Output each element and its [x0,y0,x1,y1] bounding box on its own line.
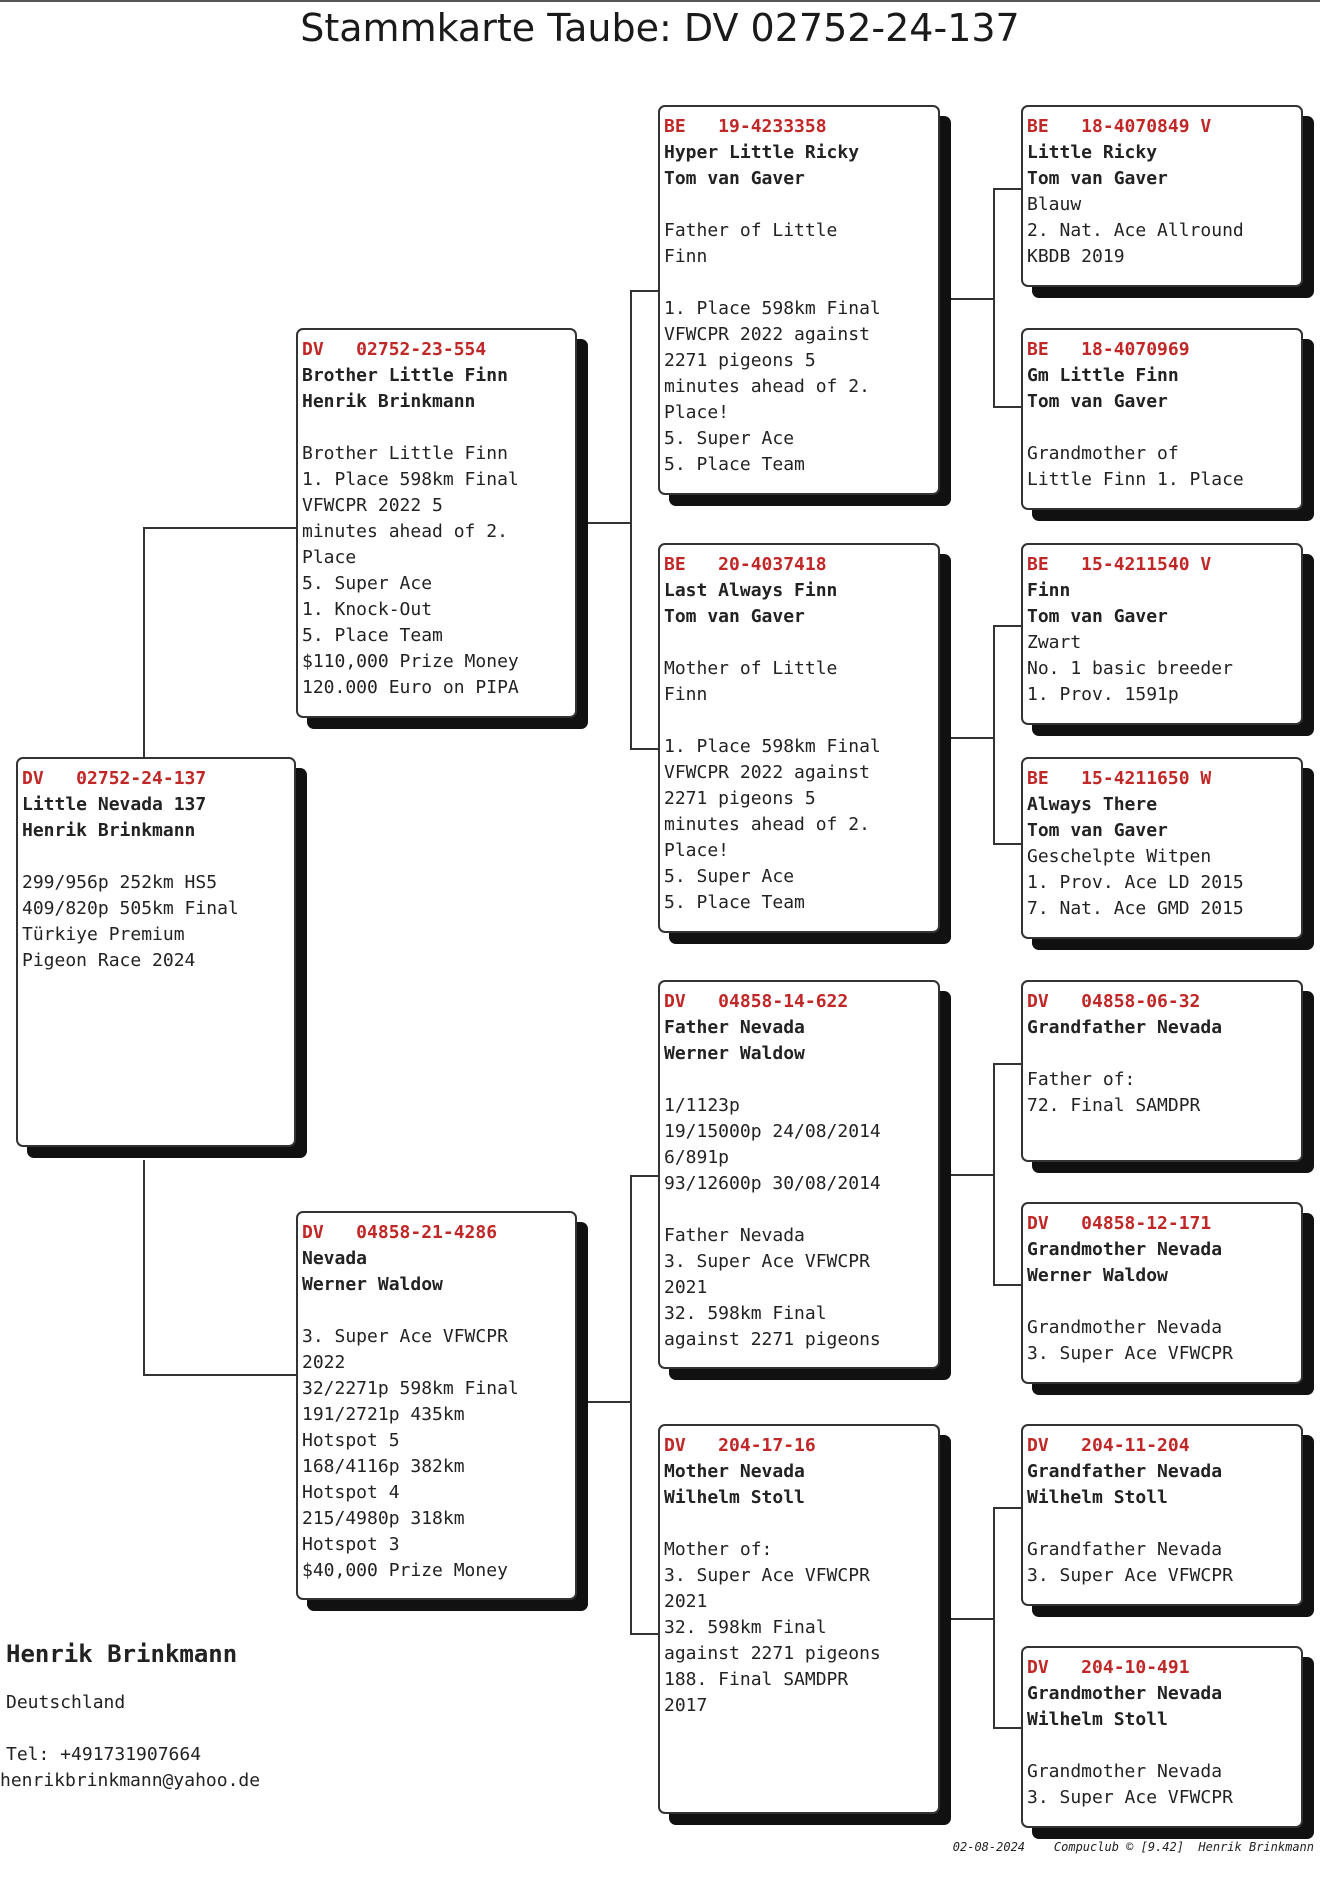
pedigree-card-gen4-6[interactable] [1021,1202,1303,1384]
spacer [664,630,934,656]
owner-name: Werner Waldow [1027,1265,1168,1286]
note-line: Pigeon Race 2024 [22,950,196,971]
note-line: 188. Final SAMDPR [664,1669,849,1690]
pedigree-card-subject[interactable] [16,757,296,1147]
spacer [664,1067,934,1093]
note-line: $40,000 Prize Money [302,1560,508,1581]
spacer [1027,1511,1297,1537]
note-line: 1. Prov. 1591p [1027,684,1179,705]
owner-name: Tom van Gaver [1027,168,1168,189]
pigeon-name: Always There [1027,794,1158,815]
note-line: 19/15000p 24/08/2014 [664,1121,881,1142]
note-line: Finn [664,246,708,267]
owner-name: Tom van Gaver [664,168,805,189]
note-line: 1. Knock-Out [302,599,433,620]
note-line: 299/956p 252km HS5 [22,872,218,893]
note-line: Blauw [1027,194,1082,215]
note-line: 168/4116p 382km [302,1456,465,1477]
note-line: minutes ahead of 2. [664,814,870,835]
spacer [664,1511,934,1537]
ring-number: BE 15-4211540 V [1027,554,1212,575]
spacer [664,708,934,734]
note-line: 2. Nat. Ace Allround [1027,220,1244,241]
pedigree-card-gen4-5[interactable] [1021,980,1303,1162]
note-line: 2017 [664,1695,708,1716]
pigeon-name: Gm Little Finn [1027,365,1179,386]
note-line: Hotspot 5 [302,1430,400,1451]
owner-name: Tom van Gaver [1027,606,1168,627]
spacer [664,192,934,218]
pigeon-name: Brother Little Finn [302,365,508,386]
spacer [302,1298,571,1324]
note-line: Grandfather Nevada [1027,1539,1223,1560]
ring-number: DV 04858-12-171 [1027,1213,1212,1234]
note-line: 3. Super Ace VFWCPR [1027,1787,1233,1808]
spacer [1027,1041,1297,1067]
pedigree-card-gen4-8[interactable] [1021,1646,1303,1828]
pedigree-card-dam-sire[interactable] [658,980,940,1369]
note-line: 2022 [302,1352,346,1373]
page-title: Stammkarte Taube: DV 02752-24-137 [300,6,1020,50]
pigeon-name: Little Ricky [1027,142,1158,163]
spacer [1027,1289,1297,1315]
breeder-country: Deutschland [6,1692,126,1713]
owner-name: Tom van Gaver [1027,820,1168,841]
owner-name: Wilhelm Stoll [664,1487,805,1508]
note-line: 2271 pigeons 5 [664,788,816,809]
breeder-name: Henrik Brinkmann [6,1640,238,1668]
note-line: 2021 [664,1277,708,1298]
owner-name: Tom van Gaver [1027,391,1168,412]
breeder-phone: Tel: +491731907664 [6,1744,202,1765]
note-line: Geschelpte Witpen [1027,846,1212,867]
note-line: 215/4980p 318km [302,1508,465,1529]
note-line: 3. Super Ace VFWCPR [664,1565,870,1586]
ring-number: DV 04858-14-622 [664,991,849,1012]
pigeon-name: Grandfather Nevada [1027,1461,1223,1482]
ring-number: BE 18-4070969 [1027,339,1190,360]
pedigree-card-gen4-7[interactable] [1021,1424,1303,1606]
pedigree-card-dam[interactable] [296,1211,577,1600]
note-line: VFWCPR 2022 against [664,762,870,783]
pedigree-card-gen4-2[interactable] [1021,328,1303,510]
note-line: 2271 pigeons 5 [664,350,816,371]
note-line: 409/820p 505km Final [22,898,239,919]
pigeon-name: Grandfather Nevada [1027,1017,1223,1038]
ring-number: DV 204-11-204 [1027,1435,1190,1456]
breeder-info [0,1640,261,1794]
note-line: 32. 598km Final [664,1617,827,1638]
note-line: No. 1 basic breeder [1027,658,1233,679]
spacer [1027,1733,1297,1759]
spacer [1027,415,1297,441]
pigeon-name: Mother Nevada [664,1461,805,1482]
pigeon-name: Nevada [302,1248,368,1269]
ring-number: DV 02752-24-137 [22,768,207,789]
note-line: 72. Final SAMDPR [1027,1095,1201,1116]
note-line: against 2271 pigeons [664,1329,881,1350]
pedigree-card-sire-sire[interactable] [658,105,940,495]
ring-number: BE 15-4211650 W [1027,768,1212,789]
spacer [664,1197,934,1223]
note-line: 3. Super Ace VFWCPR [302,1326,508,1347]
pedigree-card-sire[interactable] [296,328,577,718]
note-line: 5. Place Team [302,625,443,646]
owner-name: Wilhelm Stoll [1027,1487,1168,1508]
note-line: Grandmother Nevada [1027,1761,1223,1782]
note-line: VFWCPR 2022 5 [302,495,443,516]
note-line: Türkiye Premium [22,924,185,945]
note-line: Father of: [1027,1069,1136,1090]
pedigree-card-gen4-1[interactable] [1021,105,1303,287]
owner-name: Henrik Brinkmann [302,391,476,412]
pedigree-card-dam-dam[interactable] [658,1424,940,1814]
note-line: 5. Place Team [664,892,805,913]
note-line: Father of Little [664,220,838,241]
note-line: Father Nevada [664,1225,805,1246]
owner-name: Werner Waldow [302,1274,443,1295]
note-line: 93/12600p 30/08/2014 [664,1173,881,1194]
note-line: Zwart [1027,632,1082,653]
pigeon-name: Father Nevada [664,1017,805,1038]
ring-number: DV 204-17-16 [664,1435,816,1456]
note-line: $110,000 Prize Money [302,651,519,672]
note-line: Mother of: [664,1539,773,1560]
note-line: Brother Little Finn [302,443,508,464]
note-line: minutes ahead of 2. [302,521,508,542]
note-line: 3. Super Ace VFWCPR [1027,1565,1233,1586]
note-line: 5. Super Ace [664,428,795,449]
note-line: 191/2721p 435km [302,1404,465,1425]
note-line: 1. Place 598km Final [302,469,519,490]
note-line: 3. Super Ace VFWCPR [1027,1343,1233,1364]
pigeon-name: Last Always Finn [664,580,838,601]
note-line: 2021 [664,1591,708,1612]
ring-number: BE 19-4233358 [664,116,827,137]
pedigree-card-gen4-4[interactable] [1021,757,1303,939]
spacer [664,270,934,296]
note-line: against 2271 pigeons [664,1643,881,1664]
note-line: Grandmother of [1027,443,1179,464]
owner-name: Tom van Gaver [664,606,805,627]
spacer [302,415,571,441]
note-line: 120.000 Euro on PIPA [302,677,519,698]
note-line: 7. Nat. Ace GMD 2015 [1027,898,1244,919]
note-line: Place! [664,840,730,861]
owner-name: Werner Waldow [664,1043,805,1064]
note-line: VFWCPR 2022 against [664,324,870,345]
pigeon-name: Little Nevada 137 [22,794,207,815]
note-line: 5. Place Team [664,454,805,475]
breeder-email[interactable]: henrikbrinkmann@yahoo.de [0,1770,261,1791]
pigeon-name: Hyper Little Ricky [664,142,860,163]
top-rule [0,0,1320,2]
note-line: Mother of Little [664,658,838,679]
note-line: 32. 598km Final [664,1303,827,1324]
note-line: Grandmother Nevada [1027,1317,1223,1338]
pigeon-name: Finn [1027,580,1071,601]
note-line: Little Finn 1. Place [1027,469,1244,490]
footer-credit: 02-08-2024 Compuclub © [9.42] Henrik Brinkmann [952,1840,1314,1854]
pedigree-card-gen4-3[interactable] [1021,543,1303,725]
note-line: 1. Prov. Ace LD 2015 [1027,872,1244,893]
ring-number: DV 04858-06-32 [1027,991,1201,1012]
ring-number: DV 04858-21-4286 [302,1222,498,1243]
ring-number: DV 02752-23-554 [302,339,487,360]
note-line: Hotspot 3 [302,1534,400,1555]
note-line: Place! [664,402,730,423]
spacer [22,844,290,870]
note-line: 6/891p [664,1147,730,1168]
owner-name: Wilhelm Stoll [1027,1709,1168,1730]
note-line: Finn [664,684,708,705]
note-line: Place [302,547,357,568]
note-line: Hotspot 4 [302,1482,400,1503]
pigeon-name: Grandmother Nevada [1027,1239,1223,1260]
owner-name: Henrik Brinkmann [22,820,196,841]
ring-number: DV 204-10-491 [1027,1657,1190,1678]
note-line: 1. Place 598km Final [664,298,881,319]
ring-number: BE 18-4070849 V [1027,116,1212,137]
ring-number: BE 20-4037418 [664,554,827,575]
note-line: KBDB 2019 [1027,246,1125,267]
pigeon-name: Grandmother Nevada [1027,1683,1223,1704]
note-line: 32/2271p 598km Final [302,1378,519,1399]
note-line: 5. Super Ace [664,866,795,887]
pedigree-card-sire-dam[interactable] [658,543,940,933]
note-line: 1/1123p [664,1095,740,1116]
note-line: 1. Place 598km Final [664,736,881,757]
note-line: 5. Super Ace [302,573,433,594]
note-line: minutes ahead of 2. [664,376,870,397]
note-line: 3. Super Ace VFWCPR [664,1251,870,1272]
